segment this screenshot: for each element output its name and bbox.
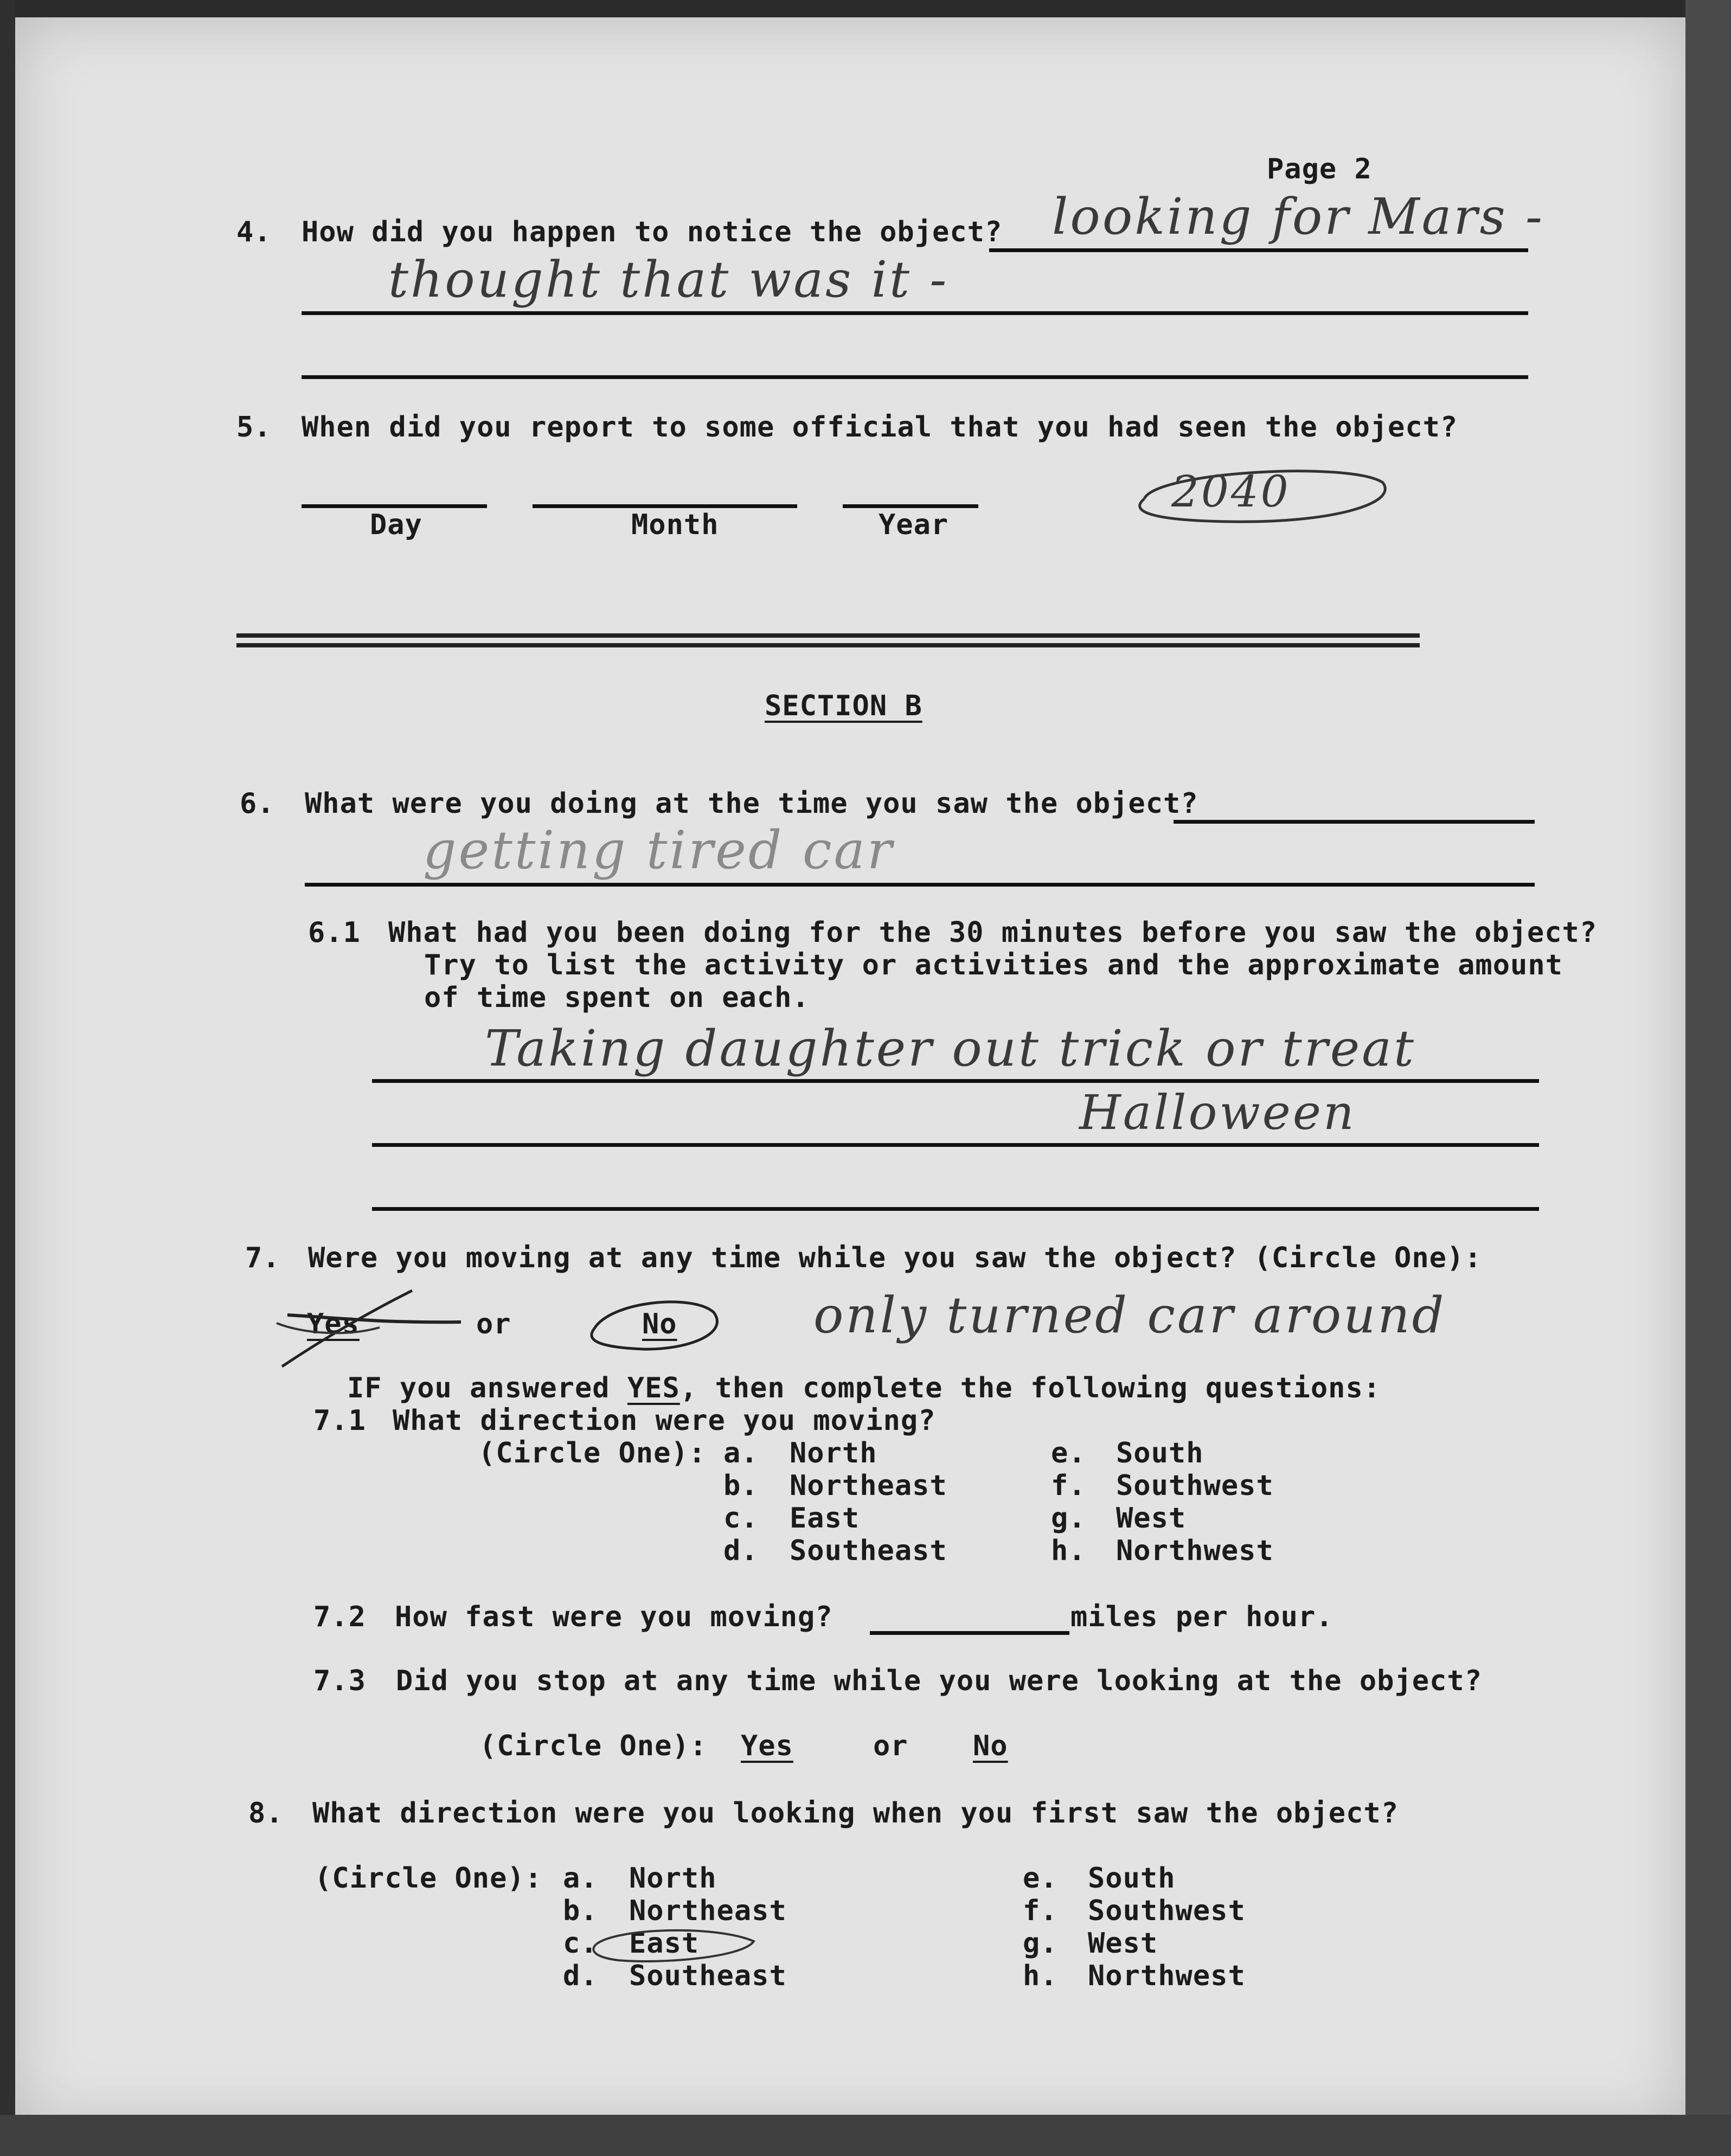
q7-1-option-direction: Northeast [790,1470,947,1502]
q5-handwritten-note: 2040 [1171,466,1291,517]
q5-day-label: Day [370,509,422,541]
q7-3-no-option: No [973,1730,1008,1762]
q5-month-line [533,504,797,508]
q5-text: When did you report to some official that you had seen the object? [302,411,1458,444]
q8-option-letter: g. [1023,1927,1058,1960]
q6-1-answer-line-2 [372,1143,1539,1147]
q4-answer-line-1 [989,248,1528,252]
q8-option-letter: a. [563,1862,598,1895]
q6-1-text-line-2: Try to list the activity or activities and the approximate amount [424,949,1563,981]
q7-1-option-letter: f. [1051,1470,1086,1502]
q5-year-line [843,504,978,508]
q6-text: What were you doing at the time you saw the object? [305,787,1198,820]
q5-month-label: Month [631,509,719,541]
q6-answer-line-1 [1174,820,1535,824]
q7-1-text: What direction were you moving? [393,1404,936,1437]
q8-option-letter: h. [1023,1960,1058,1992]
q6-number: 6. [240,787,275,820]
q7-1-option-letter: c. [723,1502,759,1535]
q5-year-label: Year [879,509,949,541]
q8-option-direction: Southwest [1088,1895,1246,1927]
q7-3-yes-option: Yes [741,1730,793,1762]
q4-text: How did you happen to notice the object? [302,216,1003,248]
q4-handwritten-answer-1: looking for Mars - [1052,188,1544,246]
q8-text: What direction were you looking when you first saw the object? [312,1797,1399,1830]
section-divider-top [236,633,1420,638]
q4-handwritten-answer-2: thought that was it - [388,251,949,309]
q7-text: Were you moving at any time while you saw the object? (Circle One): [308,1242,1482,1274]
q7-1-circle-one: (Circle One): [478,1437,706,1470]
q7-handwritten-note: only turned car around [813,1286,1446,1344]
q8-option-direction: North [629,1862,717,1895]
q7-3-circle-one: (Circle One): [479,1730,707,1762]
q7-3-number: 7.3 [313,1665,366,1697]
q7-2-unit: miles per hour. [1070,1601,1333,1633]
q8-option-direction: West [1088,1927,1158,1960]
q7-1-number: 7.1 [313,1404,366,1437]
q7-1-option-letter: a. [723,1437,759,1470]
q6-1-text-line-1: What had you been doing for the 30 minutes before you saw the object? [388,916,1598,949]
q7-1-option-letter: b. [723,1470,759,1502]
film-edge-bottom [0,2115,1731,2156]
q7-2-number: 7.2 [313,1601,366,1633]
q8-option-letter: c. [563,1927,598,1960]
q7-1-option-direction: Southeast [790,1535,947,1567]
q7-1-option-direction: Northwest [1116,1535,1274,1567]
q7-2-text: How fast were you moving? [395,1601,833,1633]
q7-if-yes-instruction [347,1372,1381,1404]
q7-3-text: Did you stop at any time while you were looking at the object? [396,1665,1483,1697]
q8-option-letter: e. [1023,1862,1058,1895]
q7-1-option-letter: h. [1051,1535,1086,1567]
q8-option-direction: East [629,1927,700,1960]
section-divider-bottom [236,643,1420,647]
q8-option-letter: d. [563,1960,598,1992]
q7-if-yes-word: YES [627,1372,680,1404]
q7-2-speed-line [870,1631,1069,1635]
q8-option-direction: Northwest [1088,1960,1246,1992]
q7-1-option-letter: g. [1051,1502,1086,1535]
q7-yes-option: Yes [307,1308,360,1340]
q7-1-option-direction: West [1116,1502,1187,1535]
q8-number: 8. [248,1797,284,1830]
q6-handwritten-answer: getting tired car [423,820,894,881]
q7-1-option-direction: Southwest [1116,1470,1274,1502]
q7-1-option-letter: e. [1051,1437,1086,1470]
section-title: SECTION B [765,690,922,722]
q7-1-option-direction: East [790,1502,860,1535]
q7-no-option: No [642,1308,677,1340]
q7-if-yes-prefix: IF you answered [347,1372,627,1404]
q7-if-yes-suffix: , then complete the following questions: [679,1372,1381,1404]
q5-number: 5. [236,411,272,444]
q6-1-answer-line-3 [372,1207,1539,1211]
q8-option-direction: South [1088,1862,1176,1895]
q8-option-direction: Northeast [629,1895,787,1927]
q8-option-direction: Southeast [629,1960,787,1992]
q8-option-letter: b. [563,1895,598,1927]
q6-1-answer-line-1 [372,1079,1539,1083]
q6-1-text-line-3: of time spent on each. [424,981,810,1014]
q6-1-number: 6.1 [308,916,361,949]
film-edge-top [0,0,1731,17]
q4-answer-line-2 [302,311,1528,315]
q4-answer-line-3 [302,375,1528,379]
q7-number: 7. [245,1242,280,1274]
film-edge-left [0,0,15,2156]
q6-1-handwritten-answer-1: Taking daughter out trick or treat [485,1019,1416,1077]
q6-1-handwritten-answer-2: Halloween [1079,1085,1356,1140]
q5-day-line [302,504,487,508]
film-edge-right [1685,0,1731,2156]
q8-circle-one: (Circle One): [315,1862,542,1895]
q7-1-option-letter: d. [723,1535,759,1567]
q7-or-text: or [476,1308,511,1340]
q7-yes-crossout [271,1285,466,1372]
q6-answer-line-2 [305,883,1535,887]
q7-1-option-direction: South [1116,1437,1204,1470]
q8-option-letter: f. [1023,1895,1058,1927]
q7-1-option-direction: North [790,1437,877,1470]
page-number: Page 2 [1267,153,1372,185]
q4-number: 4. [236,216,272,248]
q7-3-or-text: or [873,1730,908,1762]
